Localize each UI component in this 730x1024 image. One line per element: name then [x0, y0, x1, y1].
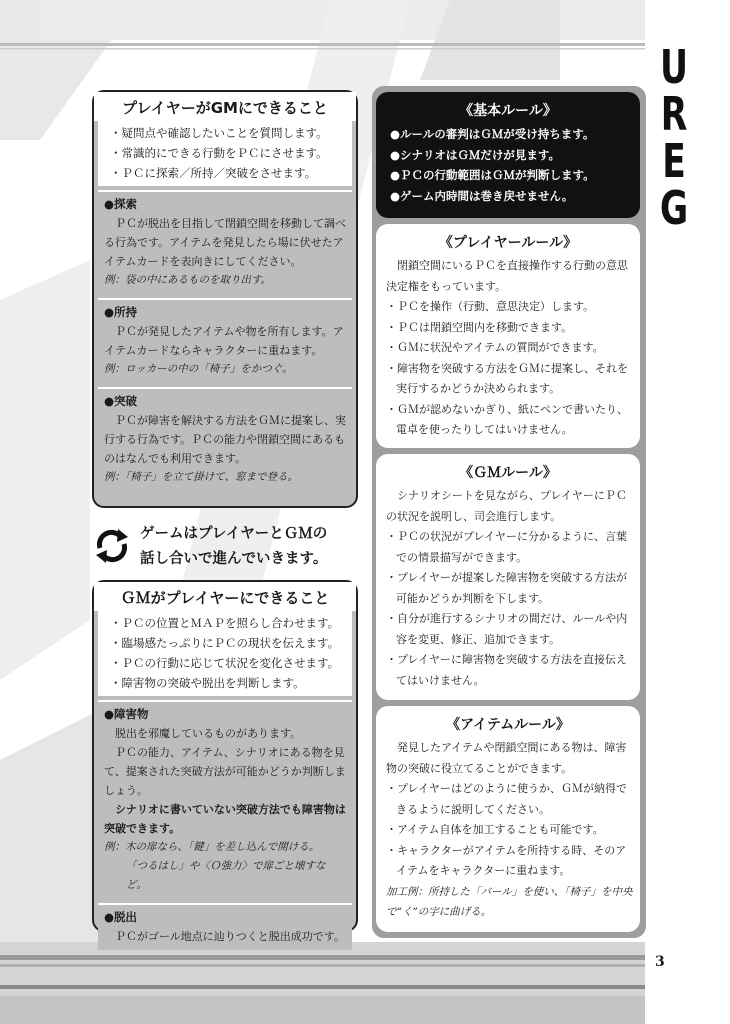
section-possess	[98, 298, 352, 383]
gm-rules-box	[376, 454, 640, 700]
rule-example: 加工例：所持した「バール」を使い、「椅子」を中央で“く”の字に曲げる。	[386, 885, 633, 918]
section-text: ＰＣが障害を解決する方法をＧＭに提案し、実行する行為です。ＰＣの能力や閉鎖空間にあるものはなんでも利用できます。	[104, 414, 346, 465]
item-rules-box	[376, 706, 640, 932]
rule-item: ・プレイヤーはどのように使うか、ＧＭが納得できるように説明してください。	[386, 782, 628, 816]
section-example: 「つるはし」や〈Ｏ強力〉で扉ごと壊すなど。	[126, 860, 326, 891]
basic-rules-title: 《基本ルール》	[459, 103, 557, 119]
rule-item: ・プレイヤーに障害物を突破する方法を直接伝えてはいけません。	[386, 653, 628, 687]
section-text: ＰＣの能力、アイテム、シナリオにある物を見て、提案された突破方法が可能かどうか判断しましょう。	[104, 746, 346, 797]
section-title: ●障害物	[104, 707, 149, 721]
section-breakthrough	[98, 387, 352, 491]
section-text: ＰＣが発見したアイテムや物を所有します。アイテムカードならキャラクターに重ねます。	[104, 325, 344, 357]
gm-can-list	[98, 611, 352, 696]
gm-can-panel	[92, 580, 358, 943]
section-text: ＰＣが脱出を目指して閉鎖空間を移動して調べる行為です。アイテムを発見したら場に伏せたアイテムカードを表向きにしてください。	[104, 217, 346, 268]
gm-can-title: ＧＭがプレイヤーにできること	[94, 582, 356, 611]
list-item: ・ＰＣに探索／所持／突破をさせます。	[110, 166, 317, 180]
rule-item: ・自分が進行するシナリオの間だけ、ルールや内容を変更、修正、追加できます。	[386, 612, 628, 646]
rule-item: ・プレイヤーが提案した障害物を突破する方法が可能かどうか判断を下します。	[386, 571, 628, 605]
rule-item: ・ＧＭに状況やアイテムの質問ができます。	[386, 341, 604, 354]
page-number: 3	[655, 954, 665, 970]
rule-item: ・ＰＣを操作（行動、意思決定）します。	[386, 300, 595, 313]
rule-item: ●ルールの審判はＧＭが受け持ちます。	[390, 127, 595, 141]
section-example: 例：木の扉なら、「鍵」を差し込んで開ける。	[104, 841, 320, 853]
rule-intro: 発見したアイテムや閉鎖空間にある物は、障害物の突破に役立てることができます。	[386, 741, 627, 775]
section-title: ●所持	[104, 305, 138, 319]
section-example: 例：「椅子」を立て掛けて、窓まで登る。	[104, 471, 299, 483]
player-rules-title: 《プレイヤールール》	[438, 235, 578, 251]
side-title-letter: E	[662, 134, 686, 188]
side-title-letter: G	[659, 181, 689, 235]
list-item: ・ＰＣの行動に応じて状況を変化させます。	[110, 656, 340, 670]
rule-intro: 閉鎖空間にいるＰＣを直接操作する行動の意思決定権をもっています。	[386, 259, 628, 293]
section-obstacle	[98, 700, 352, 899]
discussion-line-2: 話し合いで進んでいきます。	[140, 551, 328, 567]
rule-item: ●ゲーム内時間は巻き戻せません。	[390, 188, 574, 203]
discussion-note	[92, 518, 362, 578]
rule-item: ・障害物を突破する方法をＧＭに提案し、それを実行するかどうか決められます。	[386, 361, 628, 395]
section-explore	[98, 190, 352, 294]
item-rules-title: 《アイテムルール》	[446, 717, 570, 733]
basic-rules-box	[376, 92, 640, 218]
list-item: ・臨場感たっぷりにＰＣの現状を伝えます。	[110, 636, 340, 650]
list-item: ・疑問点や確認したいことを質問します。	[110, 126, 328, 140]
section-title: ●脱出	[104, 910, 138, 924]
list-item: ・障害物の突破や脱出を判断します。	[110, 676, 305, 690]
list-item: ・ＰＣの位置とＭＡＰを照らし合わせます。	[110, 616, 340, 630]
rule-item: ・アイテム自体を加工することも可能です。	[386, 823, 604, 836]
player-can-panel	[92, 90, 358, 508]
discussion-line-1: ゲームはプレイヤーとＧＭの	[140, 526, 328, 542]
rule-intro: シナリオシートを見ながら、プレイヤーにＰＣの状況を説明し、司会進行します。	[386, 489, 627, 523]
section-escape	[98, 903, 352, 950]
player-rules-box	[376, 224, 640, 448]
side-title	[652, 40, 696, 235]
list-item: ・常識的にできる行動をＰＣにさせます。	[110, 146, 328, 160]
rule-item: ・ＧＭが認めないかぎり、紙にペンで書いたり、電卓を使ったりしてはいけません。	[386, 402, 628, 436]
rule-item: ●シナリオはＧＭだけが見ます。	[390, 147, 560, 162]
section-text: ＰＣがゴール地点に辿りつくと脱出成功です。	[115, 930, 345, 943]
side-title-letter: U	[659, 40, 689, 94]
discussion-text	[140, 522, 327, 572]
rule-item: ●ＰＣの行動範囲はＧＭが判断します。	[390, 168, 595, 182]
section-text: 脱出を邪魔しているものがあります。	[115, 727, 302, 740]
player-can-title: プレイヤーがGMにできること	[94, 92, 356, 121]
rule-item: ・ＰＣは閉鎖空間内を移動できます。	[386, 320, 573, 334]
rule-item: ・キャラクターがアイテムを所持する時、そのアイテムをキャラクターに重ねます。	[386, 843, 627, 877]
side-title-letter: R	[660, 87, 688, 141]
section-title: ●突破	[104, 394, 138, 408]
section-title: ●探索	[104, 197, 138, 211]
rule-item: ・ＰＣの状況がプレイヤーに分かるように、言葉での情景描写ができます。	[386, 530, 628, 564]
rules-column	[372, 86, 646, 938]
section-text-bold: シナリオに書いていない突破方法でも障害物は突破できます。	[104, 803, 346, 835]
player-can-list	[98, 121, 352, 186]
gm-rules-title: 《ＧＭルール》	[459, 465, 557, 481]
cycle-arrows-icon	[92, 526, 132, 566]
section-example: 例：ロッカーの中の「椅子」をかつぐ。	[104, 363, 293, 375]
section-example: 例：袋の中にあるものを取り出す。	[104, 274, 272, 286]
